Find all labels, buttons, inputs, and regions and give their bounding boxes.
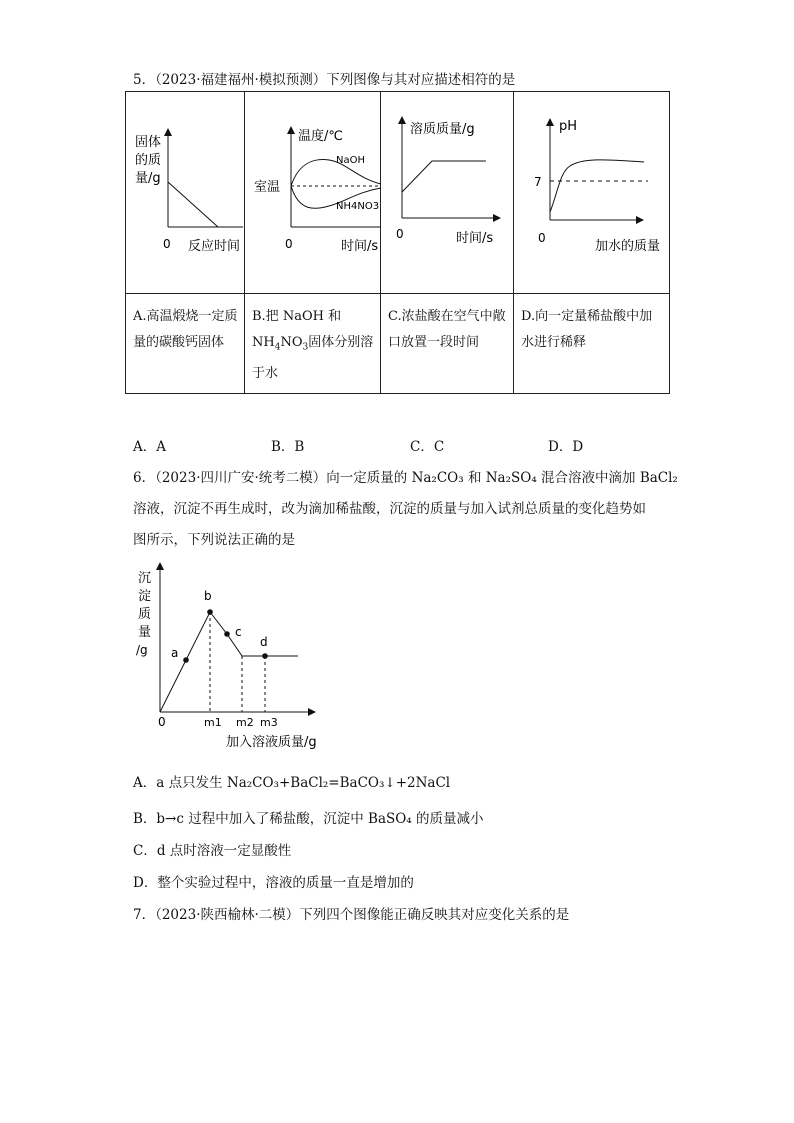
q6-option-c[interactable]: C．d 点时溶液一定显酸性 — [133, 843, 292, 859]
point-d — [262, 653, 268, 659]
origin-label: 0 — [285, 237, 293, 251]
q5-option-c[interactable]: C．C — [410, 439, 445, 455]
q5-option-a[interactable]: A．A — [133, 439, 166, 455]
desc-cell-a — [126, 294, 245, 394]
ylabel-char-4: 量 — [138, 625, 152, 640]
graph-a — [126, 92, 245, 289]
room-temp-label: 室温 — [254, 180, 281, 195]
desc-b-part4: 固体分别溶于水 — [252, 335, 374, 381]
desc-a: A.高温煅烧一定质量的碳酸钙固体 — [133, 309, 238, 350]
q7-stem: 7．（2023·陕西榆林·二模）下列四个图像能正确反映其对应变化关系的是 — [133, 907, 570, 923]
desc-cell-d — [514, 294, 670, 394]
curve — [550, 160, 644, 212]
q5-stem: 5．（2023·福建福州·模拟预测）下列图像与其对应描述相符的是 — [133, 72, 516, 88]
xlabel: 反应时间 — [188, 239, 241, 254]
label-a: a — [171, 646, 179, 660]
q6-option-d[interactable]: D．整个实验过程中，溶液的质量一直是增加的 — [133, 875, 414, 891]
curve — [160, 612, 298, 712]
q5-table — [125, 91, 670, 394]
q6-option-a[interactable]: A．a 点只发生 Na₂CO₃+BaCl₂=BaCO₃↓+2NaCl — [133, 775, 451, 791]
xlabel: 加入溶液质量/g — [226, 735, 317, 750]
q6-graph — [130, 560, 340, 755]
graph-cell-d — [514, 92, 670, 294]
ylabel-line-1: 固体 — [135, 135, 162, 150]
graph-c — [381, 92, 514, 289]
desc-d: D.向一定量稀盐酸中加水进行稀释 — [521, 309, 653, 350]
origin-label: 0 — [396, 227, 404, 241]
xlabel: 时间/s — [456, 231, 494, 246]
desc-b-part3: NO — [280, 335, 303, 350]
point-c — [224, 631, 230, 637]
tick-m2: m2 — [236, 716, 254, 729]
xlabel: 时间/s — [341, 239, 379, 254]
label-b: b — [204, 589, 212, 603]
q6-option-b[interactable]: B．b→c 过程中加入了稀盐酸，沉淀中 BaSO₄ 的质量减小 — [133, 811, 484, 827]
q6-stem-line2: 溶液，沉淀不再生成时，改为滴加稀盐酸，沉淀的质量与加入试剂总质量的变化趋势如 — [133, 501, 646, 517]
curve — [168, 182, 218, 227]
nh4no3-label: NH4NO3 — [336, 201, 380, 212]
point-b — [207, 609, 213, 615]
label-c: c — [235, 625, 242, 639]
ylabel: pH — [559, 119, 578, 134]
curve — [402, 161, 486, 192]
tick-m3: m3 — [260, 716, 278, 729]
graph-cell-a — [126, 92, 245, 294]
seven-label: 7 — [534, 175, 542, 189]
ylabel-line-3: 量/g — [135, 171, 161, 186]
ylabel: 温度/℃ — [298, 129, 343, 144]
point-a — [183, 657, 189, 663]
desc-cell-b — [245, 294, 381, 394]
ylabel-unit: /g — [136, 643, 148, 657]
q6-stem-line3: 图所示，下列说法正确的是 — [133, 532, 295, 548]
graph-d — [514, 92, 670, 289]
tick-m1: m1 — [204, 716, 222, 729]
ylabel-char-3: 质 — [138, 607, 152, 622]
q5-option-d[interactable]: D．D — [548, 439, 584, 455]
origin-label: 0 — [538, 231, 546, 245]
graph-b — [245, 92, 381, 289]
desc-b: B.把 NaOH 和 $NH_4NO_3$固体分别溶于水 — [252, 309, 374, 381]
label-d: d — [260, 635, 268, 649]
origin-label: 0 — [158, 715, 166, 729]
origin-label: 0 — [163, 237, 171, 251]
q6-stem-line1: 6．（2023·四川广安·统考二模）向一定质量的 Na₂CO₃ 和 Na₂SO₄ 混合溶液中滴加 BaCl₂ — [133, 470, 678, 486]
ylabel-char-1: 沉 — [138, 571, 152, 586]
xlabel: 加水的质量 — [595, 239, 661, 254]
ylabel-line-2: 的质 — [135, 153, 162, 168]
desc-c: C.浓盐酸在空气中敞口放置一段时间 — [388, 309, 506, 350]
graph-cell-c — [381, 92, 514, 294]
ylabel-char-2: 淀 — [138, 589, 152, 604]
q5-option-b[interactable]: B．B — [271, 439, 305, 455]
graph-cell-b — [245, 92, 381, 294]
desc-cell-c — [381, 294, 514, 394]
desc-b-part2: NH — [252, 335, 275, 350]
ylabel: 溶质质量/g — [410, 122, 475, 137]
naoh-label: NaOH — [336, 155, 365, 166]
desc-b-part1: B.把 NaOH 和 — [252, 309, 342, 324]
